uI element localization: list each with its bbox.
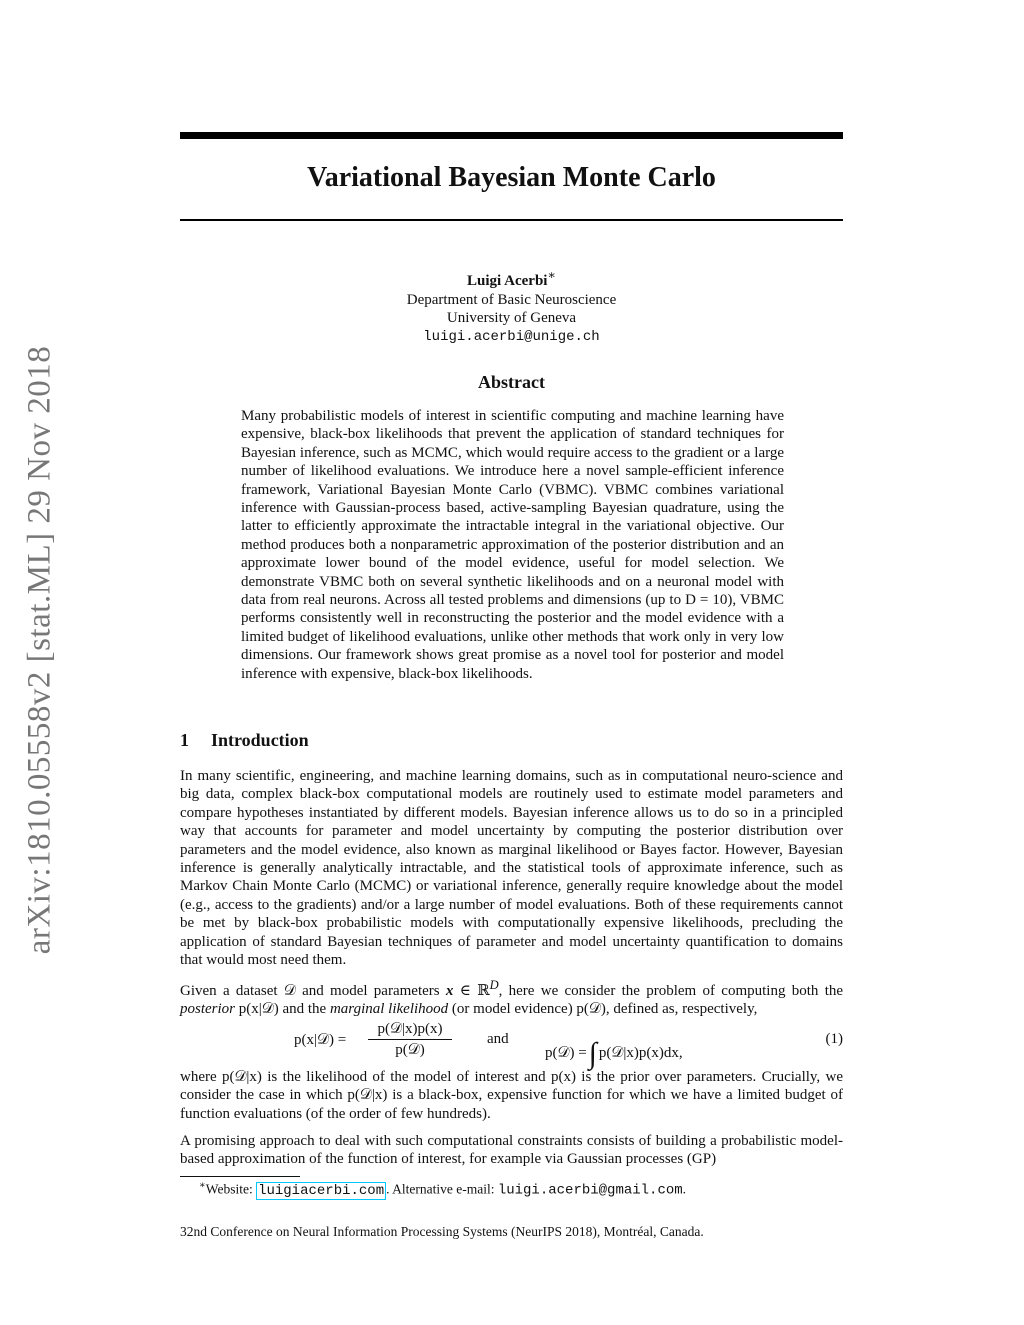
arxiv-sidebar (20, 340, 60, 960)
fraction-numerator: p(𝒟|x)p(x) (368, 1020, 452, 1040)
equation-fraction (368, 1020, 452, 1059)
author-email: luigi.acerbi@unige.ch (423, 328, 600, 345)
intro-paragraph-4: A promising approach to deal with such computational constraints consists of building a probabilistic model-based approximation of the function of interest, for example via Gaussian processes (GP) (180, 1133, 843, 1168)
author-footnote-mark: ∗ (547, 268, 556, 282)
integral-symbol: ∫ (588, 1037, 597, 1070)
title-rule-top (180, 132, 843, 139)
section-heading-introduction (180, 730, 309, 751)
equation-rhs: p(𝒟) =∫ p(𝒟|x)p(x)dx, (545, 1037, 683, 1070)
abstract-heading: Abstract (478, 372, 545, 392)
equation-number: (1) (825, 1031, 843, 1047)
intro-paragraph-2: Given a dataset 𝒟 and model parameters x ∈ ℝ$^D$, here we consider the problem of computing both the posterior p(x|𝒟) and the marginal likelihood (or model evidence) p(𝒟), defined as, respectively, (180, 978, 844, 1018)
paper-title: Variational Bayesian Monte Carlo (307, 162, 716, 193)
footnote-rule (180, 1176, 300, 1177)
author-name: Luigi Acerbi (467, 273, 548, 289)
equation-1 (180, 1018, 843, 1070)
website-link[interactable]: luigiacerbi.com (258, 1182, 385, 1199)
equation-and: and (487, 1031, 509, 1047)
alt-email: luigi.acerbi@gmail.com (497, 1182, 683, 1199)
author-department: Department of Basic Neuroscience (406, 291, 617, 308)
author-block (180, 266, 843, 346)
section-title: Introduction (211, 730, 309, 750)
equation-lhs: p(x|𝒟) = (294, 1032, 347, 1048)
abstract-text: Many probabilistic models of interest in scientific computing and machine learning have expensive, black-box likelihoods that prevent the application of standard techniques for Bayesian inference, such as MCMC, which would require access to the gradient or a large number of likelihood evaluations. We introduce here a novel sample-efficient inference framework, Variational Bayesian Monte Carlo (VBMC). VBMC combines variational inference with Gaussian-process based, active-sampling Bayesian quadrature, using the latter to efficiently approximate the intractable integral in the variational objective. Our method produces both a nonparametric approximation of the posterior distribution and an approximate lower bound of the model evidence, useful for model selection. We demonstrate VBMC both on several synthetic likelihoods and on a neuronal model with data from real neurons. Across all tested problems and dimensions (up to D = 10), VBMC performs consistently well in reconstructing the posterior and the model evidence with a limited budget of likelihood evaluations, unlike other methods that work only in very low dimensions. Our framework shows great promise as a novel tool for posterior and model inference with expensive, black-box likelihoods. (241, 408, 784, 682)
intro-paragraph-1: In many scientific, engineering, and machine learning domains, such as in computational neuro-science and big data, complex black-box computational models are routinely used to estimate model parameters and compare hypotheses instantiated by different models. Bayesian inference allows us to do so in a principled way that accounts for parameter and model uncertainty by computing the posterior distribution over parameters and the model evidence, also known as marginal likelihood or Bayes factor. However, Bayesian inference is generally analytically intractable, and the statistical tools of approximate inference, such as Markov Chain Monte Carlo (MCMC) or variational inference, generally require knowledge about the model (e.g., access to the gradients) and/or a large number of model evaluations. Both of these requirements cannot be met by black-box probabilistic models with computationally expensive likelihoods, precluding the application of standard Bayesian techniques of parameter and model uncertainty quantification to domains that would most need them. (180, 768, 843, 969)
conference-note: 32nd Conference on Neural Information Processing Systems (NeurIPS 2018), Montréal, Canada. (180, 1224, 704, 1239)
title-rule-bottom (180, 219, 843, 221)
arxiv-id: arXiv:1810.05558v2 [stat.ML] 29 Nov 2018 (21, 345, 58, 955)
author-university: University of Geneva (446, 310, 577, 326)
intro-paragraph-3: where p(𝒟|x) is the likelihood of the model of interest and p(x) is the prior over parameters. Crucially, we consider the case in which p(𝒟|x) is a black-box, expensive function for which we have a limited budget of function evaluations (of the order of few hundreds). (180, 1069, 843, 1122)
section-number: 1 (180, 730, 189, 750)
footnote: ∗Website: luigiacerbi.com . Alternative e-mail: luigi.acerbi@gmail.com. (199, 1180, 687, 1199)
fraction-denominator: p(𝒟) (395, 1042, 425, 1058)
